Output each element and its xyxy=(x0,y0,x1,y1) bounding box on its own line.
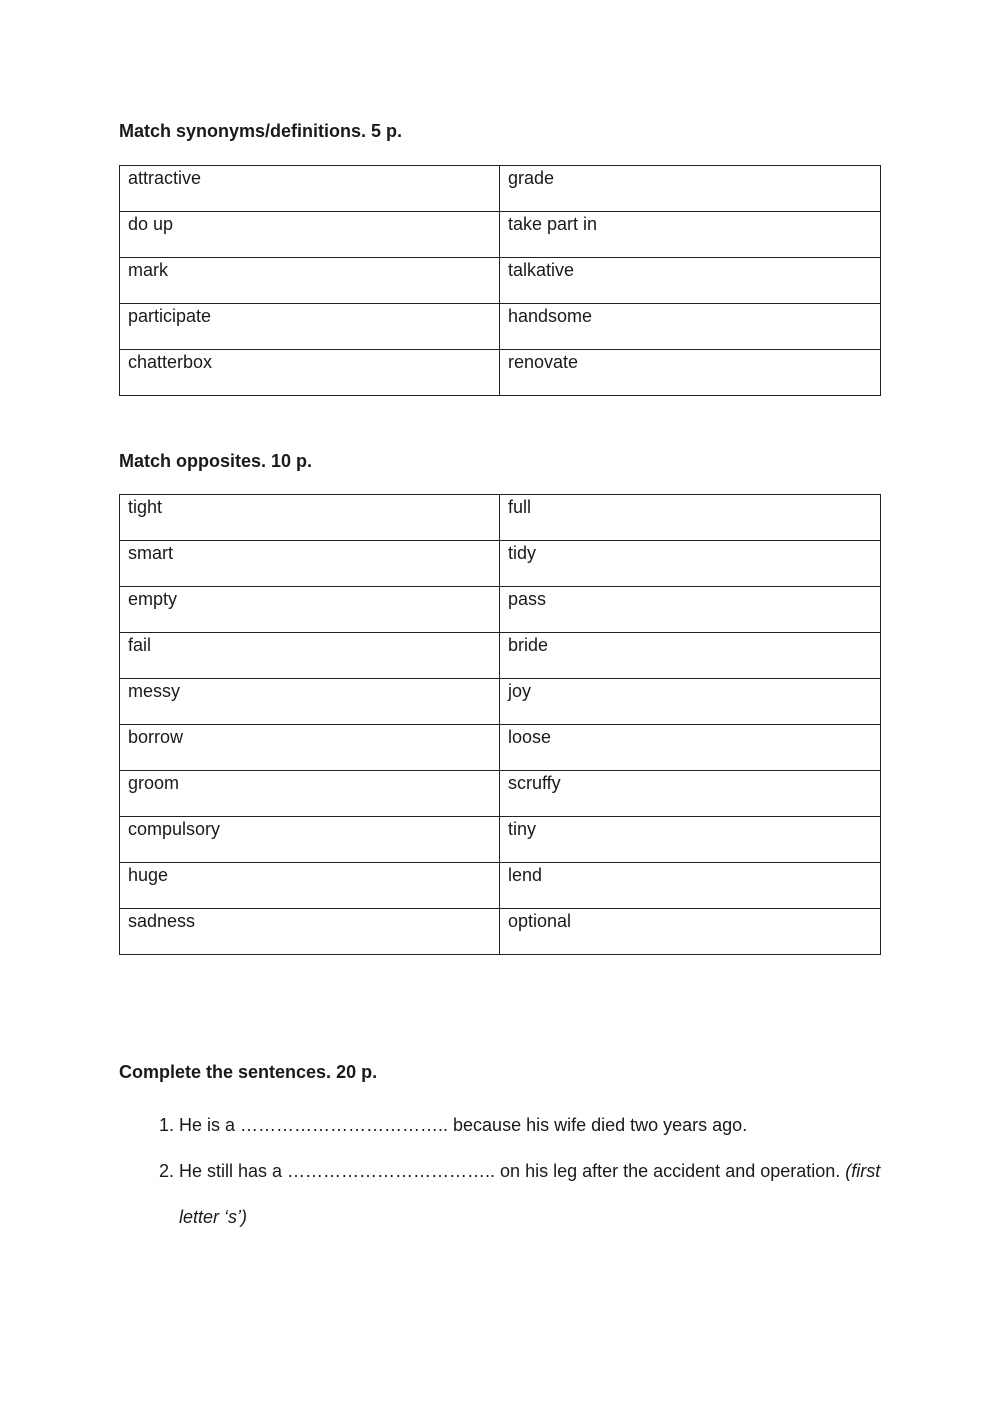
right-word: scruffy xyxy=(500,771,881,817)
left-word: groom xyxy=(120,771,500,817)
left-word: sadness xyxy=(120,909,500,955)
sentence-text: He is a …………………………….. because his wife died two years ago. xyxy=(179,1115,748,1135)
table-row xyxy=(120,771,881,817)
right-word: loose xyxy=(500,725,881,771)
right-word: optional xyxy=(500,909,881,955)
right-word: pass xyxy=(500,587,881,633)
list-item xyxy=(179,1148,899,1240)
table-row xyxy=(120,633,881,679)
right-word: handsome xyxy=(500,304,881,350)
table-row xyxy=(120,725,881,771)
sentence-list xyxy=(119,1102,899,1240)
table-row xyxy=(120,304,881,350)
table-row xyxy=(120,817,881,863)
table-row xyxy=(120,212,881,258)
right-word: talkative xyxy=(500,258,881,304)
list-item xyxy=(179,1102,899,1148)
left-word: empty xyxy=(120,587,500,633)
table-row xyxy=(120,909,881,955)
left-word: participate xyxy=(120,304,500,350)
section-title-complete-sentences: Complete the sentences. 20 p. xyxy=(119,1062,378,1082)
left-word: borrow xyxy=(120,725,500,771)
synonyms-table xyxy=(119,165,881,396)
left-word: huge xyxy=(120,863,500,909)
right-word: renovate xyxy=(500,350,881,396)
left-word: compulsory xyxy=(120,817,500,863)
left-word: do up xyxy=(120,212,500,258)
right-word: take part in xyxy=(500,212,881,258)
right-word: tiny xyxy=(500,817,881,863)
left-word: chatterbox xyxy=(120,350,500,396)
section-title-synonyms: Match synonyms/definitions. 5 p. xyxy=(119,121,403,141)
table-row xyxy=(120,166,881,212)
left-word: smart xyxy=(120,541,500,587)
opposites-table xyxy=(119,494,881,955)
table-row xyxy=(120,863,881,909)
right-word: grade xyxy=(500,166,881,212)
left-word: messy xyxy=(120,679,500,725)
table-row xyxy=(120,541,881,587)
left-word: fail xyxy=(120,633,500,679)
section-title-opposites: Match opposites. 10 p. xyxy=(119,451,313,471)
left-word: attractive xyxy=(120,166,500,212)
right-word: tidy xyxy=(500,541,881,587)
table-row xyxy=(120,258,881,304)
right-word: lend xyxy=(500,863,881,909)
sentence-text: He still has a …………………………….. on his leg after the accident and operation. xyxy=(179,1161,846,1181)
right-word: joy xyxy=(500,679,881,725)
right-word: full xyxy=(500,495,881,541)
table-row xyxy=(120,350,881,396)
right-word: bride xyxy=(500,633,881,679)
left-word: mark xyxy=(120,258,500,304)
table-row xyxy=(120,495,881,541)
table-row xyxy=(120,587,881,633)
table-row xyxy=(120,679,881,725)
sentence-hint: (first letter ‘s’) xyxy=(179,1161,881,1227)
left-word: tight xyxy=(120,495,500,541)
